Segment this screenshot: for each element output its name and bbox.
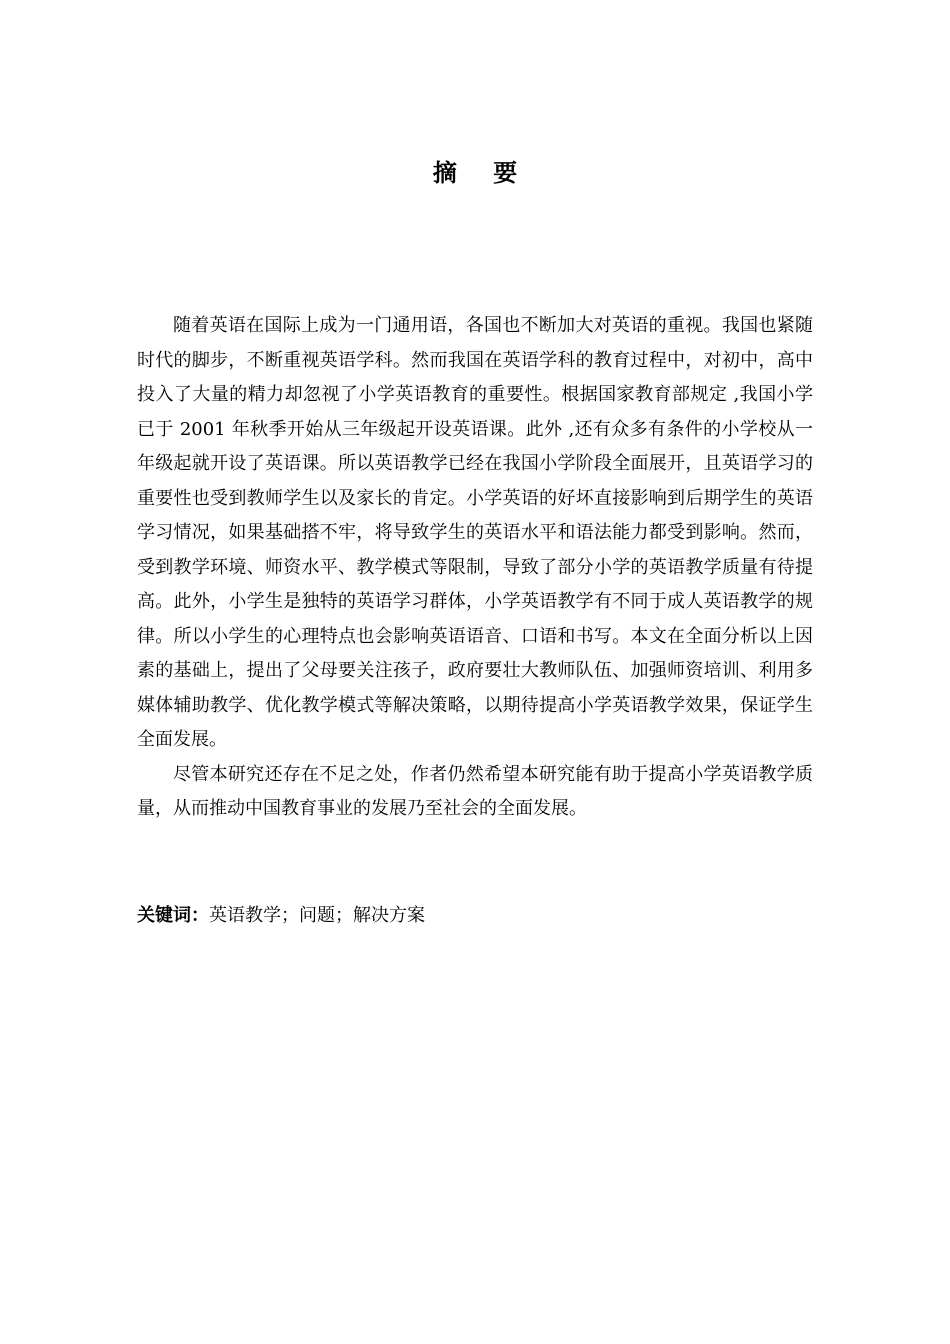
keywords-label: 关键词： bbox=[137, 905, 209, 926]
abstract-paragraph-1: 随着英语在国际上成为一门通用语，各国也不断加大对英语的重视。我国也紧随时代的脚步，不断重视英语学科。然而我国在英语学科的教育过程中，对初中，高中投入了大量的精力却忽视了小学英语教育的重要性。根据国家教育部规定 ,我国小学已于 2001 年秋季开始从三年级起开设英语课。此外 ,还有众多有条件的小学校从一年级起就开设了英语课。所以英语教学已经在我国小学阶段全面展开，且英语学习的重要性也受到教师学生以及家长的肯定。小学英语的好坏直接影响到后期学生的英语学习情况，如果基础搭不牢，将导致学生的英语水平和语法能力都受到影响。然而，受到教学环境、师资水平、教学模式等限制，导致了部分小学的英语教学质量有待提高。此外，小学生是独特的英语学习群体，小学英语教学有不同于成人英语教学的规律。所以小学生的心理特点也会影响英语语音、口语和书写。本文在全面分析以上因素的基础上，提出了父母要关注孩子，政府要壮大教师队伍、加强师资培训、利用多媒体辅助教学、优化教学模式等解决策略，以期待提高小学英语教学效果，保证学生全面发展。 bbox=[137, 315, 813, 750]
keywords-value: 英语教学；问题；解决方案 bbox=[209, 905, 425, 926]
abstract-body bbox=[137, 309, 813, 827]
keywords-line bbox=[137, 899, 813, 933]
page-title: 摘 要 bbox=[432, 159, 532, 187]
abstract-paragraph-2: 尽管本研究还存在不足之处，作者仍然希望本研究能有助于提高小学英语教学质量，从而推动中国教育事业的发展乃至社会的全面发展。 bbox=[137, 763, 813, 819]
